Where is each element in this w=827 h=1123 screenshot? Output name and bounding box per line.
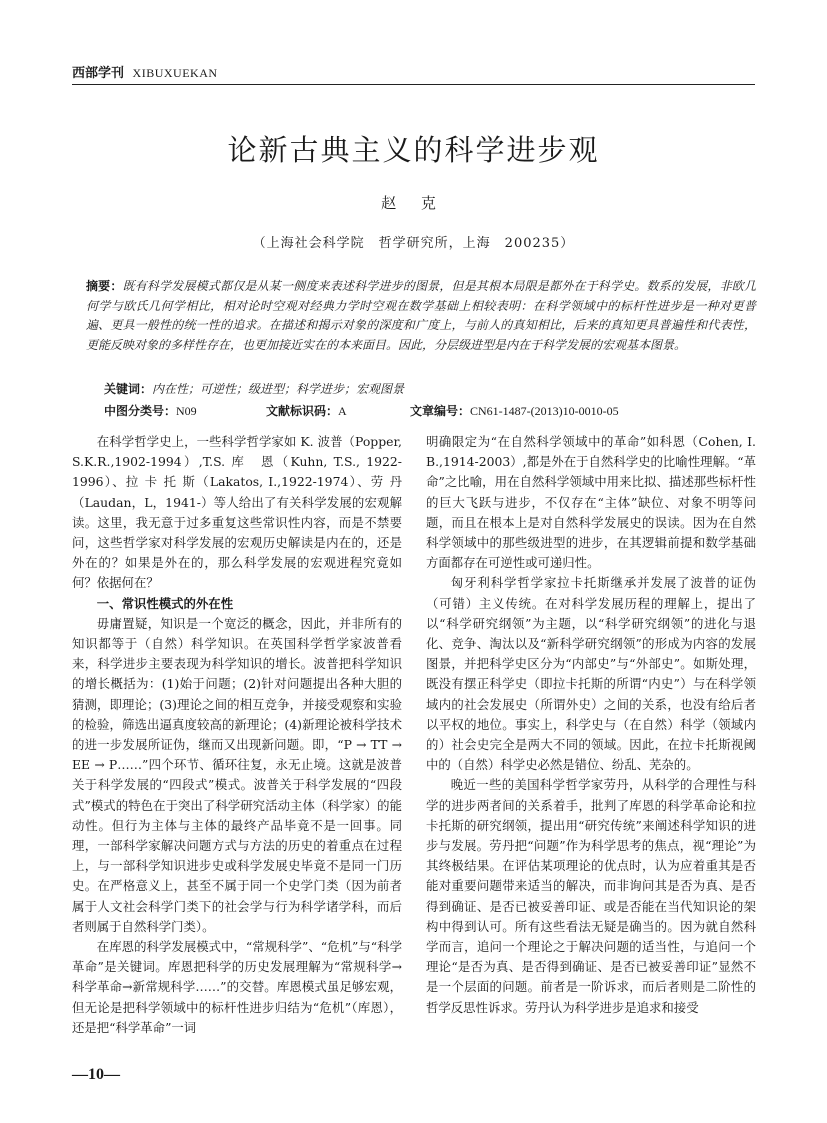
keywords-text: 内在性；可逆性；级进型；科学进步；宏观图景 <box>152 382 405 396</box>
clc-code: 中图分类号：N09 <box>104 404 197 418</box>
paragraph: 在库恩的科学发展模式中，“常规科学”、“危机”与“科学革命”是关键词。库恩把科学的历史发展理解为“常规科学→科学革命→新常规科学……”的交替。库恩模式虽足够宏观，但无论是把科学领域中的标杆性进步归结为“危机”（库恩），还是把“科学革命”一词 <box>72 939 402 1035</box>
keywords <box>104 380 754 397</box>
journal-name-cn: 西部学刊 <box>72 66 125 81</box>
article-author: 赵 克 <box>381 194 446 212</box>
doc-code: 文献标识码：A <box>266 404 347 418</box>
abstract-text: 既有科学发展模式都仅是从某一侧度来表述科学进步的图景，但是其根本局限是都外在于科学史。数系的发展，非欧几何学与欧氏几何学相比，相对论时空观对经典力学时空观在数学基础上相较表明：在科学领域中的标杆性进步是一种对更普遍、更具一般性的统一性的追求。在描述和揭示对象的深度和广度上，与前人的真知相比，后来的真知更具普遍性和代表性，更能反映对象的多样性存在，也更加接近实在的本来面目。因此，分层级进型是内在于科学发展的宏观基本图景。 <box>86 279 756 352</box>
article-number: 文章编号：CN61-1487-(2013)10-0010-05 <box>410 404 619 418</box>
classification-line <box>104 402 754 420</box>
keywords-label: 关键词： <box>104 382 153 396</box>
paragraph: 在科学哲学史上，一些科学哲学家如 K. 波普（Popper, S.K.R.,1902-1994）,T.S. 库 恩（Kuhn, T.S., 1922-1996）、拉 卡 托 斯（Lakatos, I.,1922-1974）、劳 丹（Laudan，L，1941-）等人给出了有关科学发展的宏观解读。这里，我无意于过多重复这些常识性内容，而是不禁要问，这些哲学家对科学发展的宏观历史解读是内在的，还是外在的？如果是外在的，那么科学发展的宏观进程究竟如何？依据何在？ <box>72 434 402 591</box>
abstract <box>86 277 756 355</box>
section-heading: 一、常识性模式的外在性 <box>96 595 234 611</box>
paragraph: 匈牙利科学哲学家拉卡托斯继承并发展了波普的证伪（可错）主义传统。在对科学发展历程的理解上，提出了以“科学研究纲领”为主题，以“科学研究纲领”的进化与退化、竞争、淘汰以及“新科学研究纲领”的形成为内容的发展图景，并把科学史区分为“内部史”与“外部史”。如斯处理，既没有摆正科学史（即拉卡托斯的所谓“内史”）与在科学领域内的社会发展史（所谓外史）之间的关系，也没有给后者以平权的地位。事实上，科学史与（在自然）科学（领域内的）社会史完全是两大不同的领域。因此，在拉卡托斯视阈中的（自然）科学史必然是错位、纷乱、芜杂的。 <box>426 575 756 773</box>
body-column-right <box>426 432 756 1018</box>
author-affiliation: （上海社会科学院 哲学研究所，上海 200235） <box>252 236 575 251</box>
paragraph: 明确限定为“在自然科学领域中的革命”如科恩（Cohen, I. B.,1914-2003）,都是外在于自然科学史的比喻性理解。“革命”之比喻，用在自然科学领域中用来比拟、描述那些标杆性的巨大飞跃与进步，不仅存在“主体”缺位、对象不明等问题，而且在根本上是对自然科学发展史的误读。因为在自然科学领域中的那些级进型的进步，在其逻辑前提和数学基础方面都存在可逆性或可递归性。 <box>426 434 756 571</box>
journal-name-en: XIBUXUEKAN <box>132 66 218 80</box>
article-title: 论新古典主义的科学进步观 <box>227 133 600 167</box>
paragraph: 毋庸置疑，知识是一个宽泛的概念，因此，并非所有的知识都等于（自然）科学知识。在英国科学哲学家波普看来，科学进步主要表现为科学知识的增长。波普把科学知识的增长概括为：(1)始于问题；(2)针对问题提出各种大胆的猜测，即理论；(3)理论之间的相互竞争，并接受观察和实验的检验，筛选出逼真度较高的新理论；(4)新理论被科学技术的进一步发展所证伪，继而又出现新问题。即，“P → TT → EE → P……”四个环节、循环往复，永无止境。这就是波普关于科学发展的“四段式”模式。波普关于科学发展的“四段式”模式的特色在于突出了科学研究活动主体（科学家）的能动性。但行为主体与主体的最终产品毕竟不是一回事。同理，一部科学家解决问题方式与方法的历史的着重点在过程上，与一部科学知识进步史或科学发展史毕竟不是同一门历史。在严格意义上，甚至不属于同一个史学门类（因为前者属于人文社会科学门类下的社会学与行为科学诸学科，而后者则属于自然科学门类）。 <box>72 615 402 934</box>
page-number: —10— <box>72 1066 120 1083</box>
abstract-label: 摘要： <box>86 279 123 293</box>
body-column-left <box>72 432 402 1038</box>
running-header <box>72 62 755 85</box>
paragraph: 晚近一些的美国科学哲学家劳丹，从科学的合理性与科学的进步两者间的关系着手，批判了库恩的科学革命论和拉卡托斯的研究纲领，提出用“研究传统”来阐述科学知识的进步与发展。劳丹把“问题”作为科学思考的焦点，视“理论”为其终极结果。在评估某项理论的优点时，认为应着重其是否能对重要问题带来适当的解决，而非询问其是否为真、是否得到确证、是否已被妥善印证、或是否能在当代知识论的架构中得到认可。所有这些看法无疑是确当的。因为就自然科学而言，追问一个理论之于解决问题的适当性，与追问一个理论“是否为真、是否得到确证、是否已被妥善印证”显然不是一个层面的问题。前者是一阶诉求，而后者则是二阶性的哲学反思性诉求。劳丹认为科学进步是追求和接受 <box>426 777 756 1015</box>
